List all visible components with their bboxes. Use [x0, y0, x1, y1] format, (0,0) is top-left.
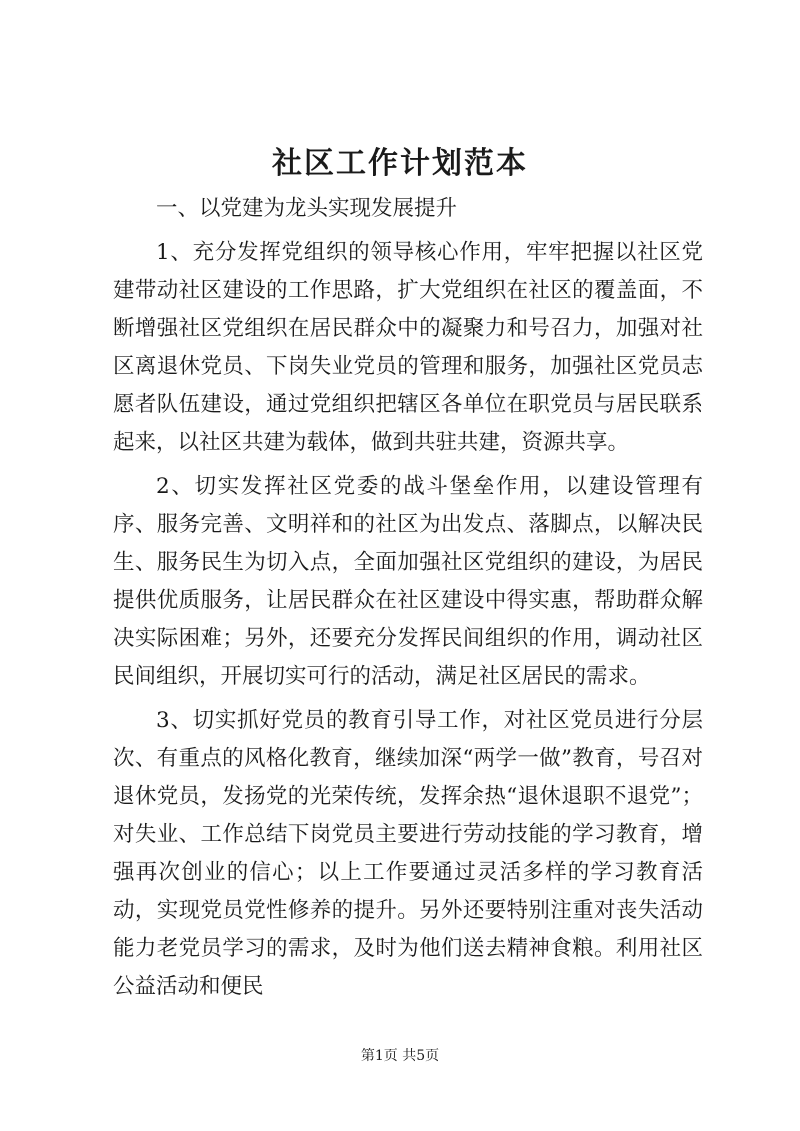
page-number: 第1页 共5页	[360, 1048, 440, 1064]
document-body	[113, 190, 703, 1006]
paragraph-2: 2、切实发挥社区党委的战斗堡垒作用，以建设管理有序、服务完善、文明祥和的社区为出发点、落脚点，以解决民生、服务民生为切入点，全面加强社区党组织的建设，为居民提供优质服务，让居民群众在社区建设中得实惠，帮助群众解决实际困难；另外，还要充分发挥民间组织的作用，调动社区民间组织，开展切实可行的活动，满足社区居民的需求。	[113, 474, 703, 689]
section-heading: 一、以党建为龙头实现发展提升	[156, 196, 458, 221]
paragraph-1: 1、充分发挥党组织的领导核心作用，牢牢把握以社区党建带动社区建设的工作思路，扩大党组织在社区的覆盖面，不断增强社区党组织在居民群众中的凝聚力和号召力，加强对社区离退休党员、下岗失业党员的管理和服务，加强社区党员志愿者队伍建设，通过党组织把辖区各单位在职党员与居民联系起来，以社区共建为载体，做到共驻共建，资源共享。	[113, 240, 703, 455]
document-title: 社区工作计划范本	[272, 146, 528, 181]
paragraph-3: 3、切实抓好党员的教育引导工作，对社区党员进行分层次、有重点的风格化教育，继续加深“两学一做”教育，号召对退休党员，发扬党的光荣传统，发挥余热“退休退职不退党”；对失业、工作总结下岗党员主要进行劳动技能的学习教育，增强再次创业的信心；以上工作要通过灵活多样的学习教育活动，实现党员党性修养的提升。另外还要特别注重对丧失活动能力老党员学习的需求，及时为他们送去精神食粮。利用社区公益活动和便民	[113, 708, 703, 999]
